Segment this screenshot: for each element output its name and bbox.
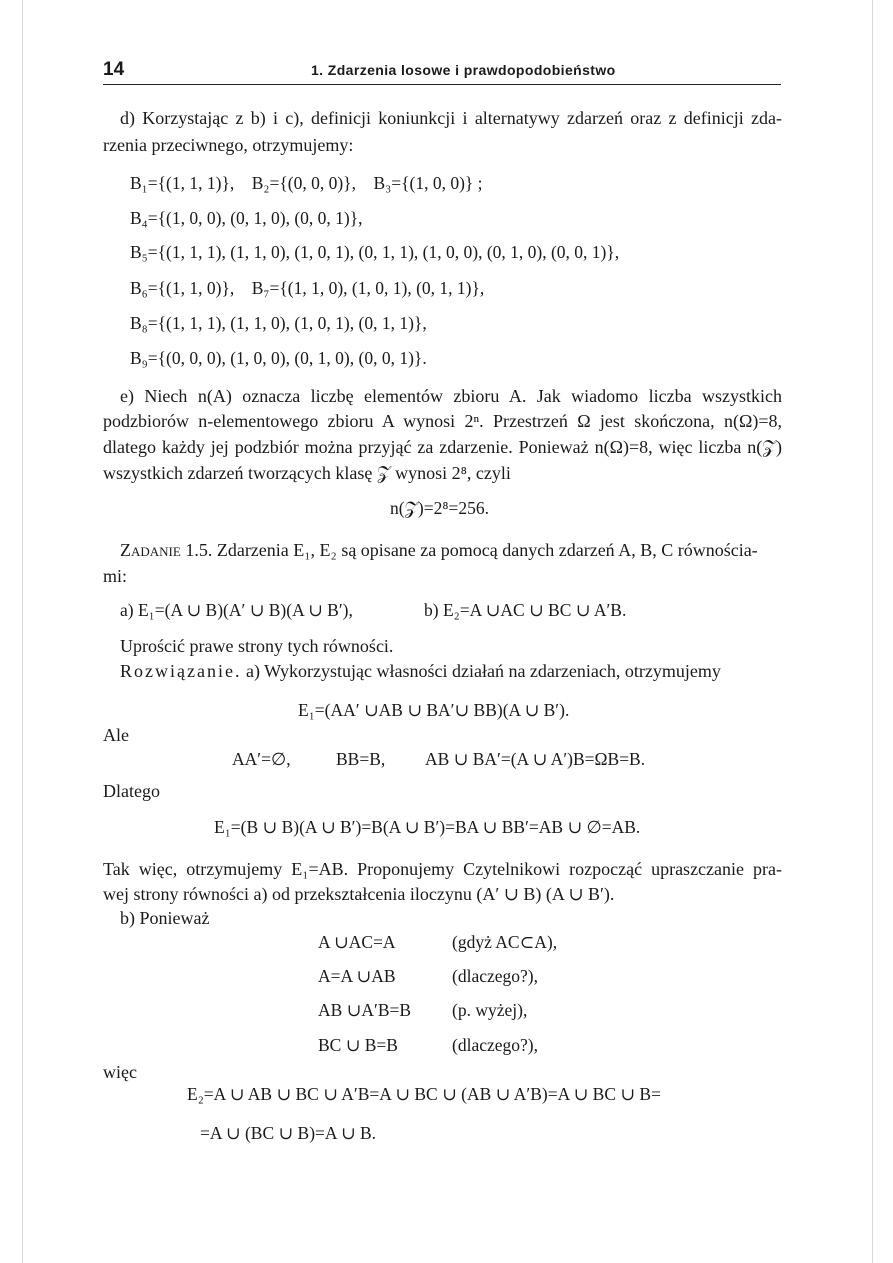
word-ale: Ale — [103, 725, 129, 745]
equation-e1-result: E₁=(B ∪ B)(A ∪ B′)=B(A ∪ B′)=BA ∪ BB′=AB ∪ ∅=AB. — [214, 817, 641, 837]
equation-ab-union: AB ∪ BA′=(A ∪ A′)B=ΩB=B. — [425, 749, 646, 769]
equation-aa-prime: AA′=∅, — [232, 749, 291, 769]
task-heading-line — [120, 540, 758, 561]
solution-label: Rozwiązanie. — [120, 661, 242, 681]
scan-edge-left — [22, 0, 23, 1263]
identity-note-4: (dlaczego?), — [452, 1035, 538, 1055]
running-head: 1. Zdarzenia losowe i prawdopodobieństwo — [311, 62, 616, 78]
final-equation-line-2: =A ∪ (BC ∪ B)=A ∪ B. — [200, 1123, 377, 1143]
scan-edge-right — [872, 0, 873, 1263]
task-instruction: Uprościć prawe strony tych równości. — [120, 636, 394, 656]
task-part-a: a) E₁=(A ∪ B)(A′ ∪ B)(A ∪ B′), — [120, 600, 353, 620]
part-e-line-4: wszystkich zdarzeń tworzących klasę 𝒵 wynosi 2⁸, czyli — [103, 463, 511, 483]
set-b8: B₈={(1, 1, 1), (1, 1, 0), (1, 0, 1), (0, 1, 1)}, — [130, 313, 427, 333]
identity-eq-2: A=A ∪AB — [318, 966, 396, 986]
set-b9: B₉={(0, 0, 0), (1, 0, 0), (0, 1, 0), (0, 0, 1)}. — [130, 348, 427, 368]
part-d-intro-line-1: d) Korzystając z b) i c), definicji koniunkcji i alternatywy zdarzeń oraz z definicji zda- — [120, 108, 782, 128]
equation-bb: BB=B, — [336, 749, 386, 769]
identity-eq-3: AB ∪A′B=B — [318, 1000, 412, 1020]
part-d-intro-line-2: rzenia przeciwnego, otrzymujemy: — [103, 135, 354, 155]
identity-eq-4: BC ∪ B=B — [318, 1035, 398, 1055]
final-equation-line-1: E₂=A ∪ AB ∪ BC ∪ A′B=A ∪ BC ∪ (AB ∪ A′B)=A ∪ BC ∪ B= — [187, 1084, 661, 1104]
conclusion-line-2: wej strony równości a) od przekształcenia iloczynu (A′ ∪ B) (A ∪ B′). — [103, 884, 615, 904]
subset-count-formula: n(𝒵)=2⁸=256. — [390, 498, 489, 518]
word-wiec: więc — [103, 1062, 137, 1082]
solution-line — [120, 661, 721, 682]
set-b5: B₅={(1, 1, 1), (1, 1, 0), (1, 0, 1), (0, 1, 1), (1, 0, 0), (0, 1, 0), (0, 0, 1)}, — [130, 242, 620, 262]
set-b6-b7: B₆={(1, 1, 0)}, B₇={(1, 1, 0), (1, 0, 1), (0, 1, 1)}, — [130, 278, 485, 298]
part-e-line-1: e) Niech n(A) oznacza liczbę elementów zbioru A. Jak wiadomo liczba wszystkich — [120, 386, 782, 406]
part-e-line-2: podzbiorów n-elementowego zbioru A wynosi 2ⁿ. Przestrzeń Ω jest skończona, n(Ω)=8, — [103, 411, 782, 431]
page-header — [103, 58, 781, 85]
task-text-line-2: mi: — [103, 566, 128, 586]
part-b-intro: b) Ponieważ — [120, 908, 210, 928]
identity-note-1: (gdyż AC⊂A), — [452, 932, 558, 952]
solution-text: a) Wykorzystując własności działań na zdarzeniach, otrzymujemy — [245, 661, 721, 681]
task-part-b: b) E₂=A ∪AC ∪ BC ∪ A′B. — [424, 600, 627, 620]
identity-note-2: (dlaczego?), — [452, 966, 538, 986]
identity-note-3: (p. wyżej), — [452, 1000, 528, 1020]
task-text-line-1: Zdarzenia E₁, E₂ są opisane za pomocą danych zdarzeń A, B, C równościa- — [216, 540, 758, 560]
task-label: Zadanie 1.5. — [120, 540, 213, 560]
identity-eq-1: A ∪AC=A — [318, 932, 396, 952]
set-b1-b3: B₁={(1, 1, 1)}, B₂={(0, 0, 0)}, B₃={(1, 0, 0)} ; — [130, 173, 483, 193]
set-b4: B₄={(1, 0, 0), (0, 1, 0), (0, 0, 1)}, — [130, 208, 363, 228]
word-dlatego: Dlatego — [103, 781, 160, 801]
page-number: 14 — [103, 59, 125, 80]
equation-e1-expanded: E₁=(AA′ ∪AB ∪ BA′∪ BB)(A ∪ B′). — [298, 700, 570, 720]
conclusion-line-1: Tak więc, otrzymujemy E₁=AB. Proponujemy Czytelnikowi rozpocząć upraszczanie pra- — [103, 859, 782, 879]
part-e-line-3: dlatego każdy jej podzbiór można przyjąć za zdarzenie. Ponieważ n(Ω)=8, więc liczba n(𝒵) — [103, 437, 782, 457]
